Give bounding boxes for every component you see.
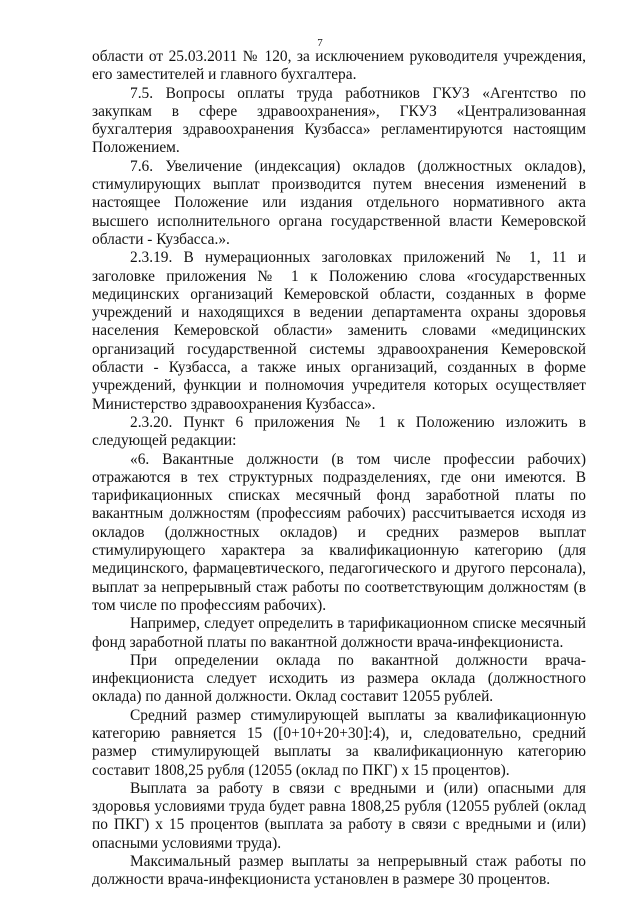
- paragraph: При определении оклада по вакантной должности врача-инфекциониста следует исходить из размера оклада (должностного оклада) по данной должности. Оклад составит 12055 рублей.: [92, 651, 586, 706]
- paragraph: Максимальный размер выплаты за непрерывный стаж работы по должности врача-инфекциониста установлен в размере 30 процентов.: [92, 853, 586, 889]
- paragraph: 7.6. Увеличение (индексация) окладов (должностных окладов), стимулирующих выплат производится путем внесения изменений в настоящее Положение или издания отдельного нормативного акта высшего исполнительного органа государственной власти Кемеровской области - Кузбасса.».: [92, 157, 586, 248]
- paragraph: 7.5. Вопросы оплаты труда работников ГКУЗ «Агентство по закупкам в сфере здравоохранения», ГКУЗ «Централизованная бухгалтерия здравоохранения Кузбасса» регламентируются настоящим Положением.: [92, 84, 586, 157]
- paragraph: области от 25.03.2011 № 120, за исключением руководителя учреждения, его заместителей и главного бухгалтера.: [92, 48, 586, 84]
- paragraph: Выплата за работу в связи с вредными и (или) опасными для здоровья условиями труда будет равна 1808,25 рубля (12055 рублей (оклад по ПКГ) х 15 процентов (выплата за работу в связи с вредными и (или) опасными условиями труда).: [92, 779, 586, 852]
- document-body: [92, 48, 586, 890]
- page-number: 7: [317, 37, 323, 49]
- paragraph: 2.3.20. Пункт 6 приложения № 1 к Положению изложить в следующей редакции:: [92, 413, 586, 450]
- paragraph: 2.3.19. В нумерационных заголовках приложений № 1, 11 и заголовке приложения № 1 к Положению слова «государственных медицинских организаций Кемеровской области, созданных в форме учреждений и находящихся в ведении департамента охраны здоровья населения Кемеровской области» заменить словами «медицинских организаций государственной системы здравоохранения Кемеровской области - Кузбасса, а также иных организаций, созданных в форме учреждений, функции и полномочия учредителя которых осуществляет Министерство здравоохранения Кузбасса».: [92, 249, 586, 413]
- paragraph: Средний размер стимулирующей выплаты за квалификационную категорию равняется 15 ([0+10+20+30]:4), и, следовательно, средний размер стимулирующей выплаты за квалификационную категорию составит 1808,25 рубля (12055 (оклад по ПКГ) х 15 процентов).: [92, 706, 586, 779]
- paragraph: «6. Вакантные должности (в том числе профессии рабочих) отражаются в тех структурных подразделениях, где они имеются. В тарификационных списках месячный фонд заработной платы по вакантным должностям (профессиям рабочих) рассчитывается исходя из окладов (должностных окладов) и средних размеров выплат стимулирующего характера за квалификационную категорию (для медицинского, фармацевтического, педагогического и другого персонала), выплат за непрерывный стаж работы по соответствующим должностям (в том числе по профессиям рабочих).: [92, 450, 586, 614]
- paragraph: Например, следует определить в тарификационном списке месячный фонд заработной платы по вакантной должности врача-инфекциониста.: [92, 615, 586, 651]
